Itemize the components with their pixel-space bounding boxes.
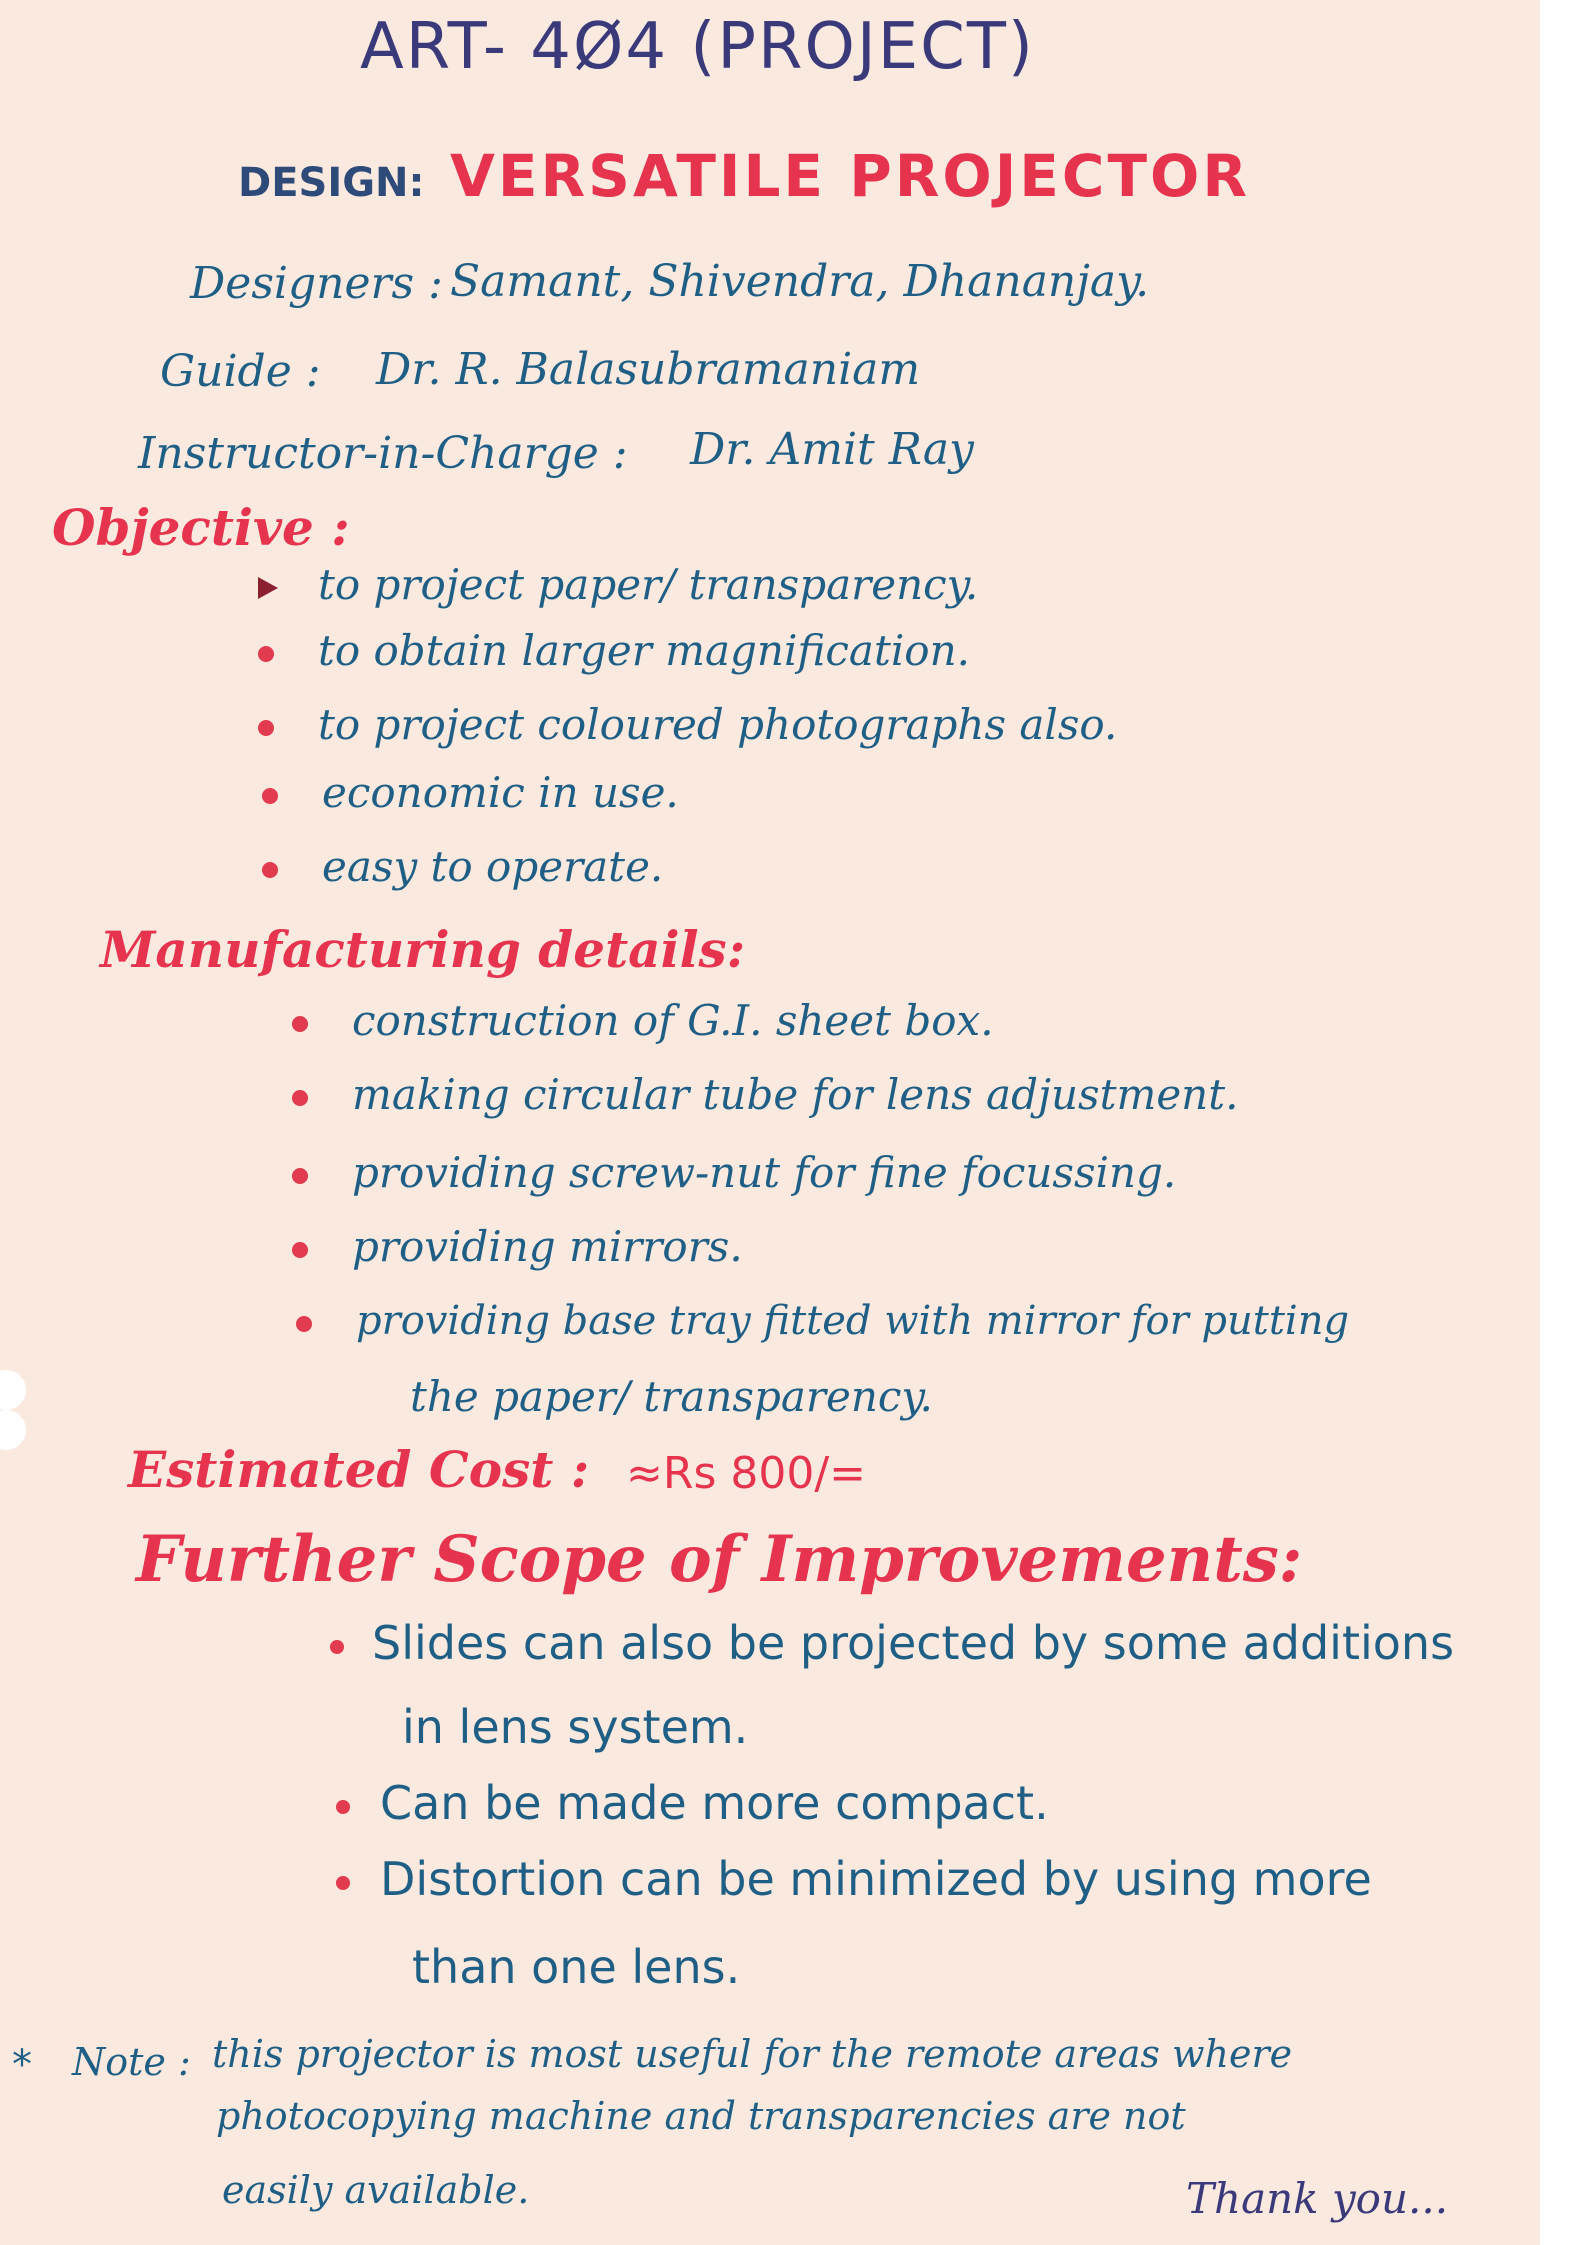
designers-label: Designers : (190, 258, 443, 309)
triangle-bullet-icon (258, 577, 278, 599)
instructor-value: Dr. Amit Ray (690, 424, 974, 475)
bullet-dot-icon (292, 1168, 308, 1184)
improvement-item-continuation: than one lens. (412, 1940, 741, 1994)
guide-label: Guide : (160, 346, 321, 397)
improvement-item-continuation: in lens system. (402, 1700, 749, 1754)
bullet-dot-icon (258, 720, 274, 736)
improvements-heading: Further Scope of Improvements: (136, 1522, 1303, 1597)
objective-heading: Objective : (52, 498, 350, 557)
punch-hole (0, 1410, 26, 1450)
bullet-dot-icon (296, 1316, 312, 1332)
bullet-dot-icon (336, 1876, 350, 1890)
bullet-dot-icon (262, 862, 278, 878)
cost-value: ≈Rs 800/= (626, 1448, 867, 1499)
note-line: this projector is most useful for the remote areas where (212, 2032, 1293, 2076)
guide-value: Dr. R. Balasubramaniam (376, 344, 921, 395)
objective-item: to obtain larger magnification. (258, 626, 970, 675)
manufacturing-item: making circular tube for lens adjustment. (292, 1070, 1238, 1119)
cost-label: Estimated Cost : (128, 1440, 590, 1499)
improvement-item: Can be made more compact. (336, 1776, 1049, 1830)
instructor-label: Instructor-in-Charge : (138, 428, 628, 479)
manufacturing-item: providing base tray fitted with mirror for putting (296, 1298, 1349, 1344)
bullet-dot-icon (292, 1016, 308, 1032)
bullet-dot-icon (262, 788, 278, 804)
punch-hole (0, 1370, 26, 1410)
manufacturing-item-continuation: the paper/ transparency. (410, 1372, 933, 1421)
bullet-dot-icon (330, 1640, 344, 1654)
note-line: easily available. (222, 2168, 530, 2212)
note-asterisk: * (12, 2042, 32, 2088)
manufacturing-item: providing mirrors. (292, 1222, 743, 1271)
manufacturing-item: construction of G.I. sheet box. (292, 996, 994, 1045)
bullet-dot-icon (258, 646, 274, 662)
objective-item: to project coloured photographs also. (258, 700, 1117, 749)
bullet-dot-icon (292, 1090, 308, 1106)
note-line: photocopying machine and transparencies are not (216, 2094, 1186, 2138)
design-name: VERSATILE PROJECTOR (450, 142, 1251, 210)
improvement-item: Distortion can be minimized by using more (336, 1852, 1372, 1906)
bullet-dot-icon (336, 1800, 350, 1814)
bullet-dot-icon (292, 1242, 308, 1258)
manufacturing-item: providing screw-nut for fine focussing. (292, 1148, 1176, 1197)
note-label: Note : (72, 2040, 191, 2084)
manufacturing-heading: Manufacturing details: (100, 920, 746, 979)
improvement-item: Slides can also be projected by some additions (330, 1616, 1454, 1670)
design-label: DESIGN: (238, 160, 425, 206)
objective-item: economic in use. (262, 768, 679, 817)
closing-text: Thank you... (1186, 2174, 1449, 2223)
page-edge (1540, 0, 1578, 2245)
page-title: ART- 4Ø4 (PROJECT) (360, 10, 1035, 84)
designers-value: Samant, Shivendra, Dhananjay. (450, 256, 1150, 307)
objective-item: easy to operate. (262, 842, 663, 891)
objective-item: to project paper/ transparency. (258, 560, 978, 609)
